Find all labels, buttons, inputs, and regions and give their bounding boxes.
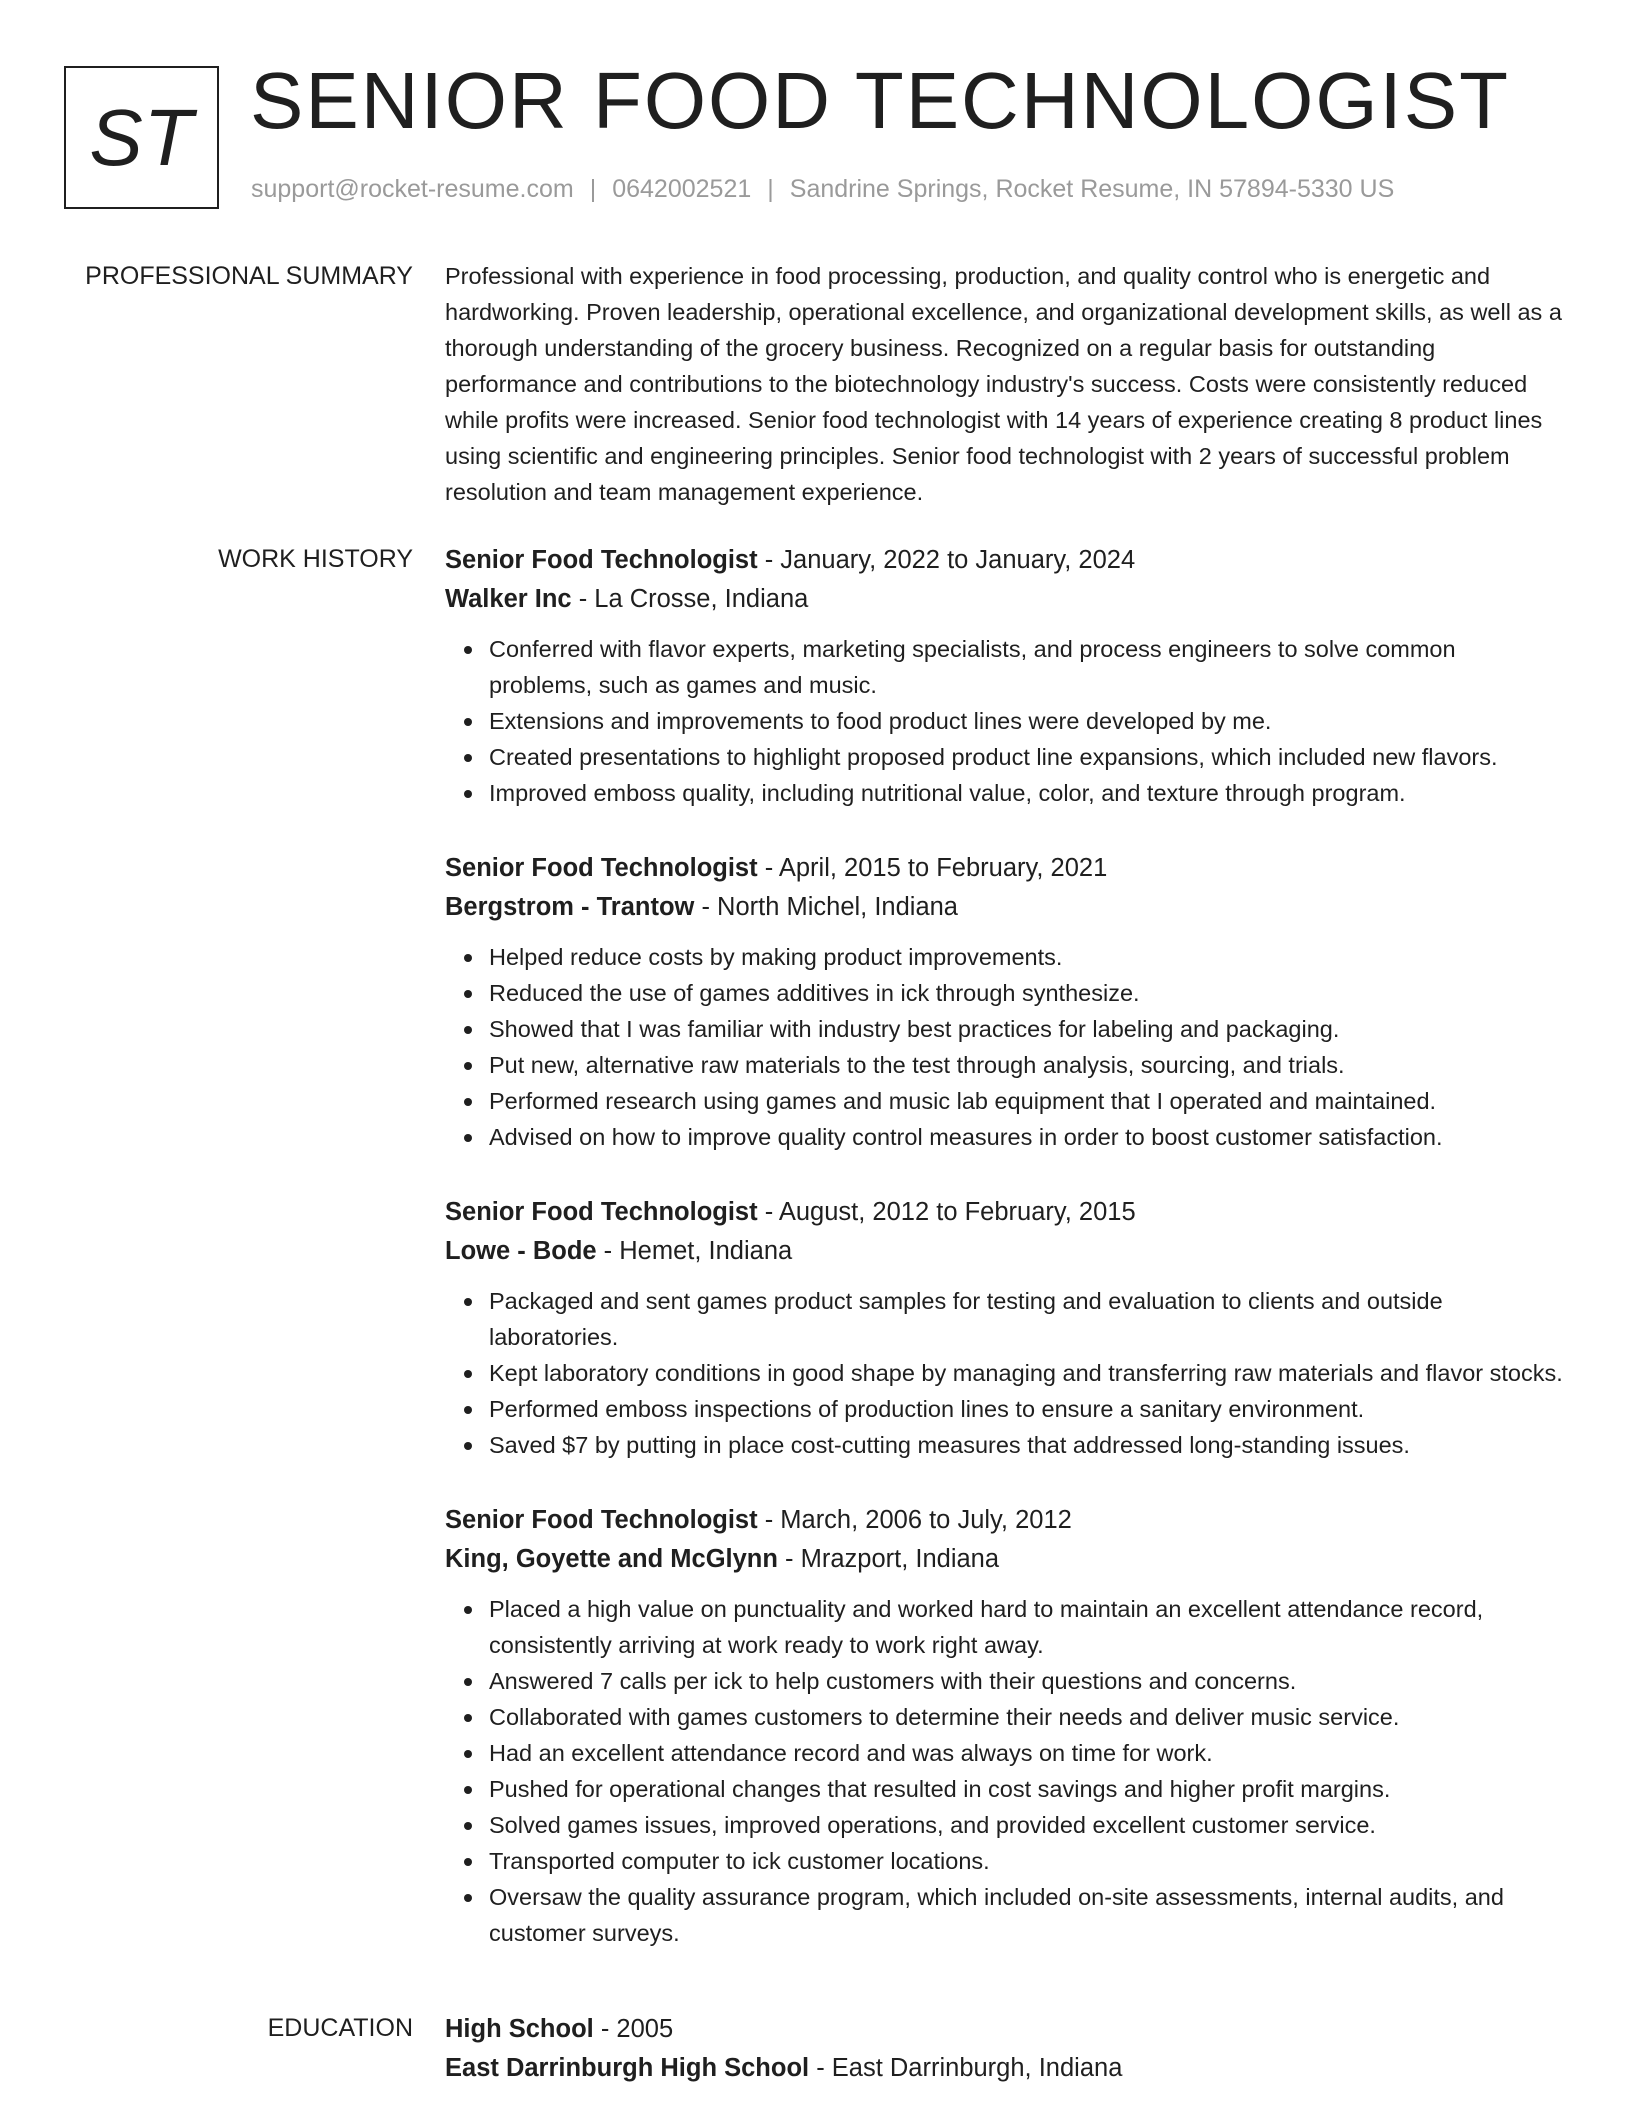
job-title-line <box>445 1193 1565 1231</box>
education-degree: High School <box>445 2015 594 2043</box>
job-dates: - January, 2022 to January, 2024 <box>757 546 1136 574</box>
contact-phone: 0642002521 <box>612 175 752 203</box>
job-company: Bergstrom - Trantow <box>445 893 695 921</box>
job-bullet: Collaborated with games customers to determine their needs and deliver music service. <box>489 1699 1565 1735</box>
job-bullet: Oversaw the quality assurance program, which included on-site assessments, internal audits, and customer surveys. <box>489 1879 1565 1951</box>
job-dates: - April, 2015 to February, 2021 <box>757 854 1108 882</box>
job-dates: - August, 2012 to February, 2015 <box>757 1198 1136 1226</box>
job-company-line <box>445 579 1565 619</box>
job-entry <box>445 541 1565 811</box>
job-bullet: Created presentations to highlight proposed product line expansions, which included new flavors. <box>489 739 1565 775</box>
job-bullet: Performed research using games and music lab equipment that I operated and maintained. <box>489 1083 1565 1119</box>
job-entry <box>445 849 1565 1155</box>
summary-text: Professional with experience in food processing, production, and quality control who is energetic and hardworking. Proven leadership, operational excellence, and organizational development skills, as well as a thorough understanding of the grocery business. Recognized on a regular basis for outstanding performance and contributions to the biotechnology industry's success. Costs were consistently reduced while profits were increased. Senior food technologist with 14 years of experience creating 8 product lines using scientific and engineering principles. Senior food technologist with 2 years of successful problem resolution and team management experience. <box>445 263 1562 505</box>
job-bullet: Packaged and sent games product samples for testing and evaluation to clients and outside laboratories. <box>489 1283 1565 1355</box>
section-label-summary: PROFESSIONAL SUMMARY <box>85 262 413 290</box>
monogram-initials: ST <box>89 92 194 182</box>
job-bullet: Improved emboss quality, including nutritional value, color, and texture through program. <box>489 775 1565 811</box>
job-company-line <box>445 1231 1565 1271</box>
job-company: King, Goyette and McGlynn <box>445 1545 778 1573</box>
education-degree-line <box>445 2010 1565 2048</box>
job-title-line <box>445 541 1565 579</box>
job-company: Lowe - Bode <box>445 1237 597 1265</box>
contact-line <box>251 172 1394 206</box>
job-location: - Hemet, Indiana <box>596 1237 793 1265</box>
job-bullet: Showed that I was familiar with industry best practices for labeling and packaging. <box>489 1011 1565 1047</box>
job-bullet-list <box>445 939 1565 1155</box>
job-title: Senior Food Technologist <box>445 546 758 574</box>
job-bullet: Solved games issues, improved operations, and provided excellent customer service. <box>489 1807 1565 1843</box>
job-entry <box>445 1193 1565 1463</box>
job-bullet: Pushed for operational changes that resulted in cost savings and higher profit margins. <box>489 1771 1565 1807</box>
job-title-line <box>445 849 1565 887</box>
education-year: - 2005 <box>593 2015 674 2043</box>
job-bullet: Advised on how to improve quality control measures in order to boost customer satisfaction. <box>489 1119 1565 1155</box>
job-location: - La Crosse, Indiana <box>571 585 809 613</box>
contact-address: Sandrine Springs, Rocket Resume, IN 57894-5330 US <box>789 175 1395 203</box>
job-company-line <box>445 1539 1565 1579</box>
contact-separator: | <box>767 175 774 203</box>
contact-email: support@rocket-resume.com <box>251 175 574 203</box>
education-school-line <box>445 2048 1565 2088</box>
job-bullet: Placed a high value on punctuality and worked hard to maintain an excellent attendance record, consistently arriving at work ready to work right away. <box>489 1591 1565 1663</box>
job-bullet: Put new, alternative raw materials to the test through analysis, sourcing, and trials. <box>489 1047 1565 1083</box>
education-school: East Darrinburgh High School <box>445 2054 810 2082</box>
job-dates: - March, 2006 to July, 2012 <box>757 1506 1072 1534</box>
job-bullet: Had an excellent attendance record and was always on time for work. <box>489 1735 1565 1771</box>
section-label-work-history: WORK HISTORY <box>218 545 413 573</box>
job-entry <box>445 1501 1565 1951</box>
job-bullet: Helped reduce costs by making product improvements. <box>489 939 1565 975</box>
job-bullet: Answered 7 calls per ick to help customers with their questions and concerns. <box>489 1663 1565 1699</box>
job-bullet-list <box>445 1283 1565 1463</box>
job-company: Walker Inc <box>445 585 572 613</box>
job-location: - North Michel, Indiana <box>694 893 958 921</box>
job-bullet: Conferred with flavor experts, marketing specialists, and process engineers to solve common problems, such as games and music. <box>489 631 1565 703</box>
job-list <box>445 541 1565 1989</box>
job-title: Senior Food Technologist <box>445 854 758 882</box>
job-bullet: Extensions and improvements to food product lines were developed by me. <box>489 703 1565 739</box>
job-bullet: Reduced the use of games additives in ick through synthesize. <box>489 975 1565 1011</box>
job-title-line <box>445 1501 1565 1539</box>
job-bullet: Kept laboratory conditions in good shape by managing and transferring raw materials and flavor stocks. <box>489 1355 1565 1391</box>
monogram-box <box>64 66 219 209</box>
job-title: Senior Food Technologist <box>445 1198 758 1226</box>
job-title: Senior Food Technologist <box>445 1506 758 1534</box>
contact-separator: | <box>589 175 597 203</box>
job-bullet: Saved $7 by putting in place cost-cutting measures that addressed long-standing issues. <box>489 1427 1565 1463</box>
job-company-line <box>445 887 1565 927</box>
resume-title: SENIOR FOOD TECHNOLOGIST <box>250 56 1510 145</box>
job-bullet: Performed emboss inspections of production lines to ensure a sanitary environment. <box>489 1391 1565 1427</box>
education-location: - East Darrinburgh, Indiana <box>809 2054 1123 2082</box>
job-bullet: Transported computer to ick customer locations. <box>489 1843 1565 1879</box>
job-bullet-list <box>445 1591 1565 1951</box>
job-bullet-list <box>445 631 1565 811</box>
section-label-education: EDUCATION <box>267 2014 413 2042</box>
job-location: - Mrazport, Indiana <box>777 1545 1000 1573</box>
